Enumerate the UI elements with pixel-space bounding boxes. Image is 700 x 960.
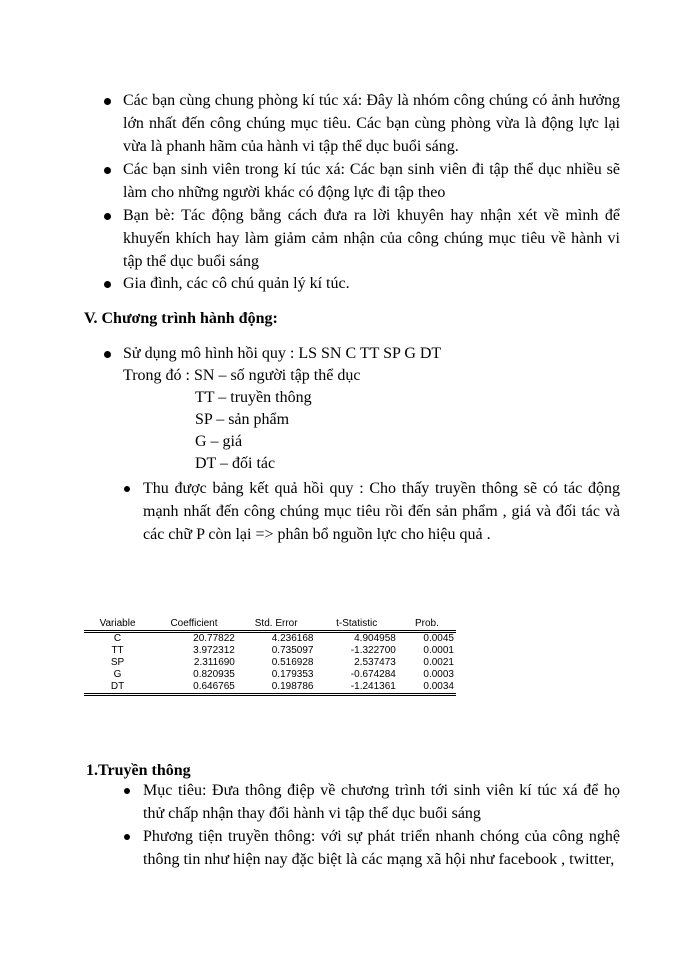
bullet-icon: [124, 834, 130, 840]
cell: 0.198786: [271, 681, 314, 692]
list-item: [104, 89, 620, 155]
column-header: Coefficient: [170, 618, 218, 629]
cell: 0.0045: [423, 633, 454, 644]
cell: 0.516928: [271, 657, 314, 668]
bullet-icon: [104, 98, 111, 105]
bullet-icon: [104, 213, 111, 220]
bullet-text: Mục tiêu: Đưa thông điệp về chương trình tới sinh viên kí túc xá để họ thử chấp nhận thay đổi hành vi tập thể dục buổi sáng: [143, 782, 620, 822]
table-row: [84, 657, 456, 669]
table-row: [84, 669, 456, 681]
cell: 4.904958: [354, 633, 396, 644]
list-item: [104, 342, 620, 365]
table-row: [84, 632, 456, 646]
cell: 2.311690: [193, 657, 235, 668]
model-def: TT – truyền thông: [195, 389, 312, 406]
cell: 20.77822: [193, 633, 235, 644]
list-item: [104, 272, 620, 295]
model-where-label: Trong đó : SN – số người tập thể dục: [123, 367, 361, 384]
regression-table: [84, 618, 456, 696]
result-bullet-text: Thu được bảng kết quả hồi quy : Cho thấy truyền thông sẽ có tác động mạnh nhất đến công chúng mục tiêu rồi đến sản phẩm , giá và đối tác và các chữ P còn lại => phân bổ nguồn lực cho hiệu quả .: [143, 480, 620, 543]
cell: 0.0001: [423, 645, 454, 656]
table-row: [84, 645, 456, 657]
cell: -1.241361: [350, 681, 396, 692]
model-def: DT – đối tác: [195, 455, 276, 472]
list-item: [104, 204, 620, 273]
cell: 4.236168: [271, 633, 314, 644]
bullet-icon: [124, 788, 130, 794]
cell: SP: [110, 657, 125, 668]
bullet-text: Các bạn cùng chung phòng kí túc xá: Đây là nhóm công chúng có ảnh hưởng lớn nhất đến công chúng mục tiêu. Các bạn cùng phòng vừa là động lực lại vừa là phanh hãm của hành vi tập thể dục buổi sáng.: [123, 92, 620, 155]
cell: 0.0021: [423, 657, 454, 668]
bullet-icon: [124, 486, 130, 492]
cell: 0.0003: [423, 669, 454, 680]
bullet-text: Bạn bè: Tác động bằng cách đưa ra lời khuyên hay nhận xét về mình để khuyến khích hay làm giảm cảm nhận của công chúng mục tiêu về hành vi tập thể dục buổi sáng: [123, 207, 620, 270]
cell: 0.179353: [271, 669, 314, 680]
bullet-text: Gia đình, các cô chú quản lý kí túc.: [123, 275, 350, 292]
bullet-icon: [104, 351, 111, 358]
cell: 0.0034: [423, 681, 454, 692]
model-def: G – giá: [195, 433, 243, 450]
bullet-icon: [104, 281, 111, 288]
bullet-text: Các bạn sinh viên trong kí túc xá: Các bạn sinh viên đi tập thể dục nhiều sẽ làm cho những người khác có động lực đi tập theo: [123, 161, 620, 201]
model-bullet-text: Sử dụng mô hình hồi quy : LS SN C TT SP G DT: [123, 345, 442, 362]
table-row: [84, 681, 456, 695]
cell: DT: [110, 681, 125, 692]
cell: C: [113, 633, 122, 644]
cell: G: [113, 669, 122, 680]
cell: -0.674284: [350, 669, 396, 680]
column-header: Std. Error: [254, 618, 298, 629]
column-header: Variable: [99, 618, 136, 629]
column-header: t-Statistic: [336, 618, 378, 629]
cell: TT: [111, 645, 124, 656]
list-item: [124, 477, 620, 546]
cell: 3.972312: [193, 645, 235, 656]
section-heading: 1.Truyền thông: [86, 762, 191, 779]
cell: 2.537473: [354, 657, 396, 668]
table-header-row: [84, 618, 456, 632]
bullet-icon: [104, 167, 111, 174]
cell: 0.646765: [193, 681, 235, 692]
column-header: Prob.: [414, 618, 439, 629]
cell: 0.735097: [271, 645, 314, 656]
section-heading: V. Chương trình hành động:: [84, 310, 278, 327]
list-item: [104, 158, 620, 204]
list-item: [124, 779, 620, 825]
model-def: SP – sản phẩm: [195, 411, 290, 428]
cell: 0.820935: [193, 669, 235, 680]
cell: -1.322700: [350, 645, 396, 656]
list-item: [124, 825, 620, 871]
bullet-text: Phương tiện truyền thông: với sự phát triển nhanh chóng của công nghệ thông tin như hiện nay đặc biệt là các mạng xã hội như facebook , twitter,: [143, 828, 620, 868]
